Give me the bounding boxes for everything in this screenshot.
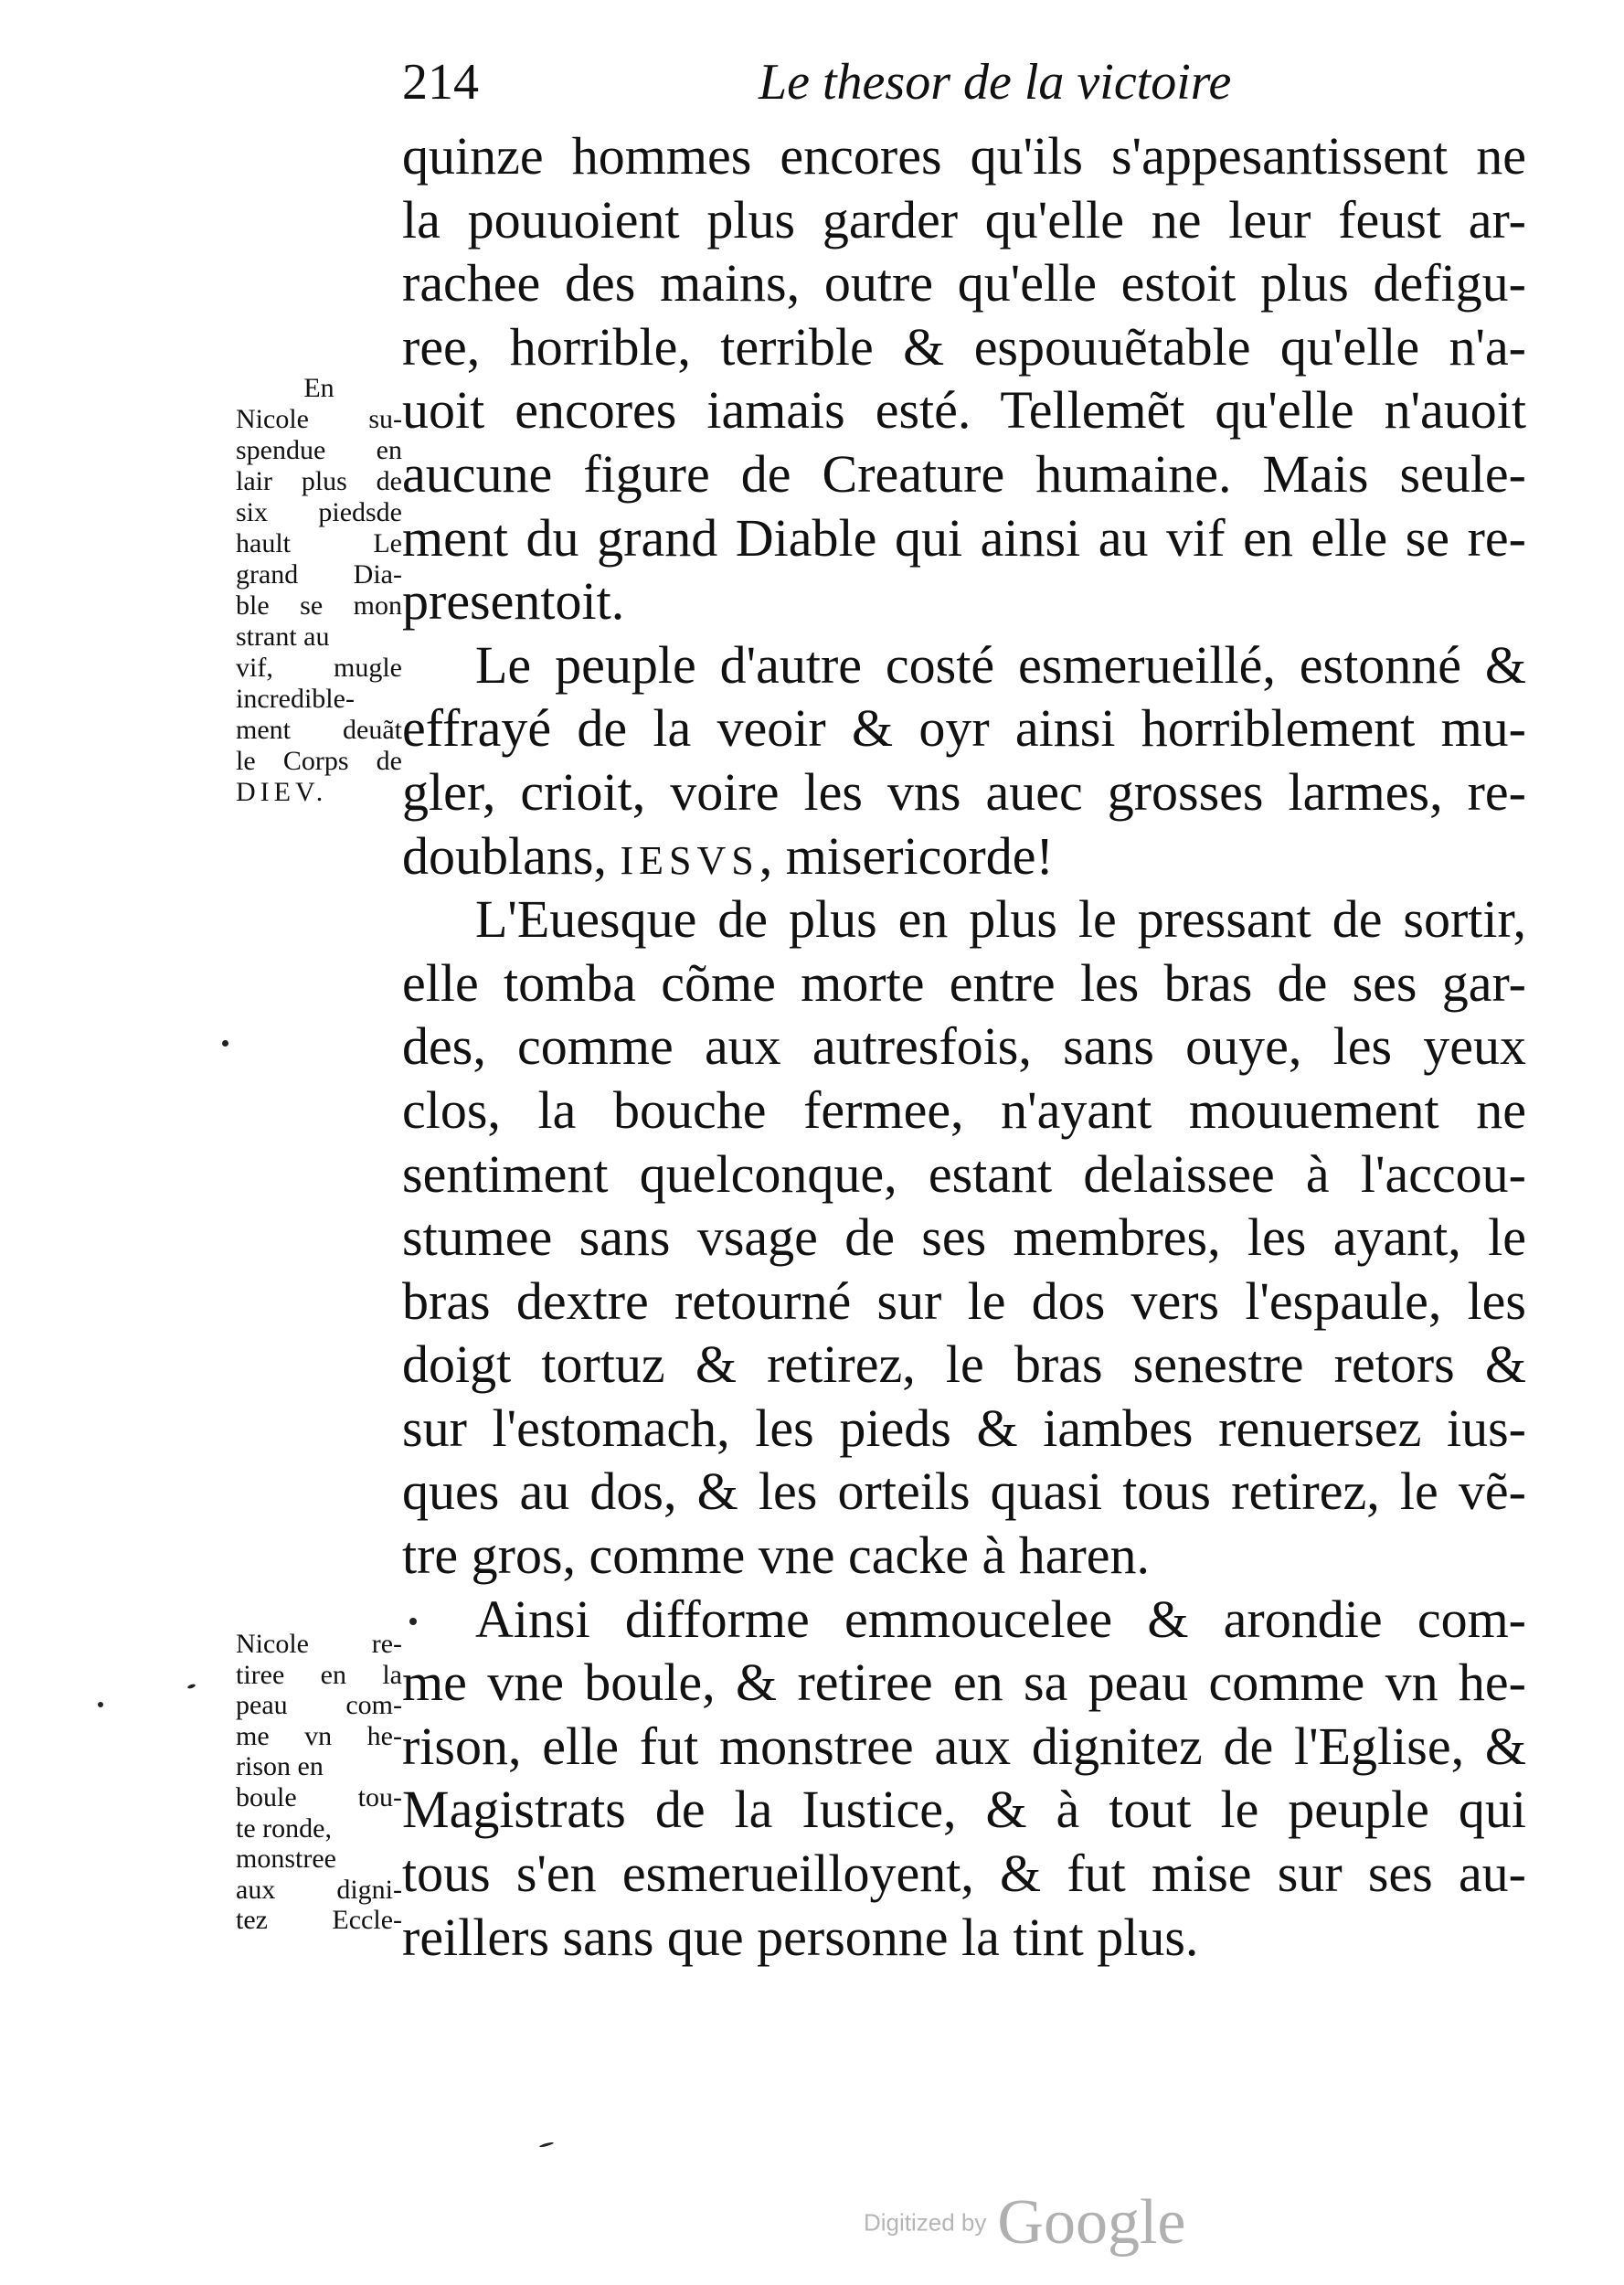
text-line: ree, horrible, terrible & espouuẽtable qu'elle n'a- [402, 316, 1526, 377]
margin-line: hault Le [236, 528, 402, 558]
ink-speck [222, 1040, 228, 1047]
google-watermark [864, 2186, 1185, 2259]
text-line: clos, la bouche fermee, n'ayant mouuement ne [402, 1079, 1526, 1140]
margin-line: le Corps de [236, 746, 402, 776]
text-line: sentiment quelconque, estant delaissee à l'accou- [402, 1143, 1526, 1204]
margin-line: Nicole su- [236, 404, 402, 434]
margin-line: tez Eccle- [236, 1905, 402, 1936]
margin-line: ble se mon [236, 590, 402, 621]
text-line: sur l'estomach, les pieds & iambes renuersez ius- [402, 1398, 1526, 1458]
text-line: quinze hommes encores qu'ils s'appesantissent ne [402, 126, 1526, 186]
text-fragment: doublans, [402, 825, 621, 886]
margin-line: spendue en [236, 435, 402, 465]
text-line: rachee des mains, outre qu'elle estoit plus defigu- [402, 253, 1526, 314]
text-line: L'Euesque de plus en plus le pressant de sortir, [475, 889, 1526, 950]
margin-line: monstree [236, 1844, 336, 1875]
text-line: des, comme aux autresfois, sans ouye, les yeux [402, 1016, 1526, 1077]
text-line: effrayé de la veoir & oyr ainsi horriblement mu- [402, 698, 1526, 759]
margin-line: peau com- [236, 1690, 402, 1721]
margin-note-hedgehog [236, 1629, 402, 1936]
text-line: la pouuoient plus garder qu'elle ne leur feust ar- [402, 189, 1526, 250]
text-line: Le peuple d'autre costé esmerueillé, estonné & [475, 634, 1526, 695]
text-line: tre gros, comme vne cacke à haren. [402, 1525, 1151, 1586]
margin-line: lair plus de [236, 466, 402, 496]
text-line: doigt tortuz & retirez, le bras senestre retors & [402, 1334, 1526, 1395]
text-line: rison, elle fut monstree aux dignitez de l'Eglise, & [402, 1716, 1526, 1776]
main-text-column [402, 124, 1526, 1969]
margin-line: grand Dia- [236, 559, 402, 590]
ink-speck [187, 1684, 196, 1690]
page-number: 214 [402, 54, 479, 111]
page-header [402, 53, 1517, 126]
ink-speck [409, 1618, 417, 1625]
margin-line: ment deuãt [236, 715, 402, 745]
text-line: Ainsi difforme emmoucelee & arondie com- [475, 1589, 1526, 1649]
margin-line: En [303, 373, 334, 403]
margin-line: te ronde, [236, 1812, 332, 1844]
text-line: gler, crioit, voire les vns auec grosses larmes, re- [402, 761, 1526, 822]
margin-line: aux digni- [236, 1874, 402, 1905]
text-line: me vne boule, & retiree en sa peau comme vn he- [402, 1653, 1526, 1713]
text-line: uoit encores iamais esté. Tellemẽt qu'elle n'auoit [402, 380, 1526, 441]
text-line: presentoit. [402, 571, 625, 632]
watermark-prefix: Digitized by [864, 2208, 987, 2237]
text-line: bras dextre retourné sur le dos vers l'espaule, les [402, 1270, 1526, 1331]
text-fragment: , misericorde! [759, 825, 1054, 886]
jesus-small-caps: IESVS [620, 837, 759, 883]
text-line: reillers sans que personne la tint plus. [402, 1907, 1199, 1967]
margin-line: tiree en la [236, 1659, 402, 1690]
running-title: Le thesor de la victoire [759, 54, 1232, 111]
text-line: Magistrats de la Iustice, & à tout le peuple qui [402, 1780, 1526, 1840]
margin-line: vif, mugle [236, 653, 402, 683]
text-line: tous s'en esmerueilloyent, & fut mise sur ses au- [402, 1844, 1526, 1904]
margin-line-dieu: DIEV. [236, 777, 328, 807]
ink-speck [98, 1702, 103, 1707]
margin-note-suspended [236, 373, 402, 808]
margin-line: Nicole re- [236, 1629, 402, 1659]
margin-line: me vn he- [236, 1720, 402, 1751]
text-line: ques au dos, & les orteils quasi tous retirez, le vẽ- [402, 1461, 1526, 1522]
text-line: stumee sans vsage de ses membres, les ayant, le [402, 1207, 1526, 1268]
margin-line: strant au [236, 622, 330, 652]
text-line [402, 824, 1526, 888]
text-line: elle tomba cõme morte entre les bras de ses gar- [402, 952, 1526, 1013]
margin-line: incredible- [236, 684, 355, 714]
margin-line: rison en [236, 1751, 324, 1782]
margin-line: six piedsde [236, 497, 402, 527]
ink-speck [539, 2142, 554, 2148]
text-line: aucune figure de Creature humaine. Mais seule- [402, 443, 1526, 504]
margin-line: boule tou- [236, 1781, 402, 1812]
text-line: ment du grand Diable qui ainsi au vif en elle se re- [402, 507, 1526, 568]
google-logo: Google [997, 2187, 1186, 2258]
